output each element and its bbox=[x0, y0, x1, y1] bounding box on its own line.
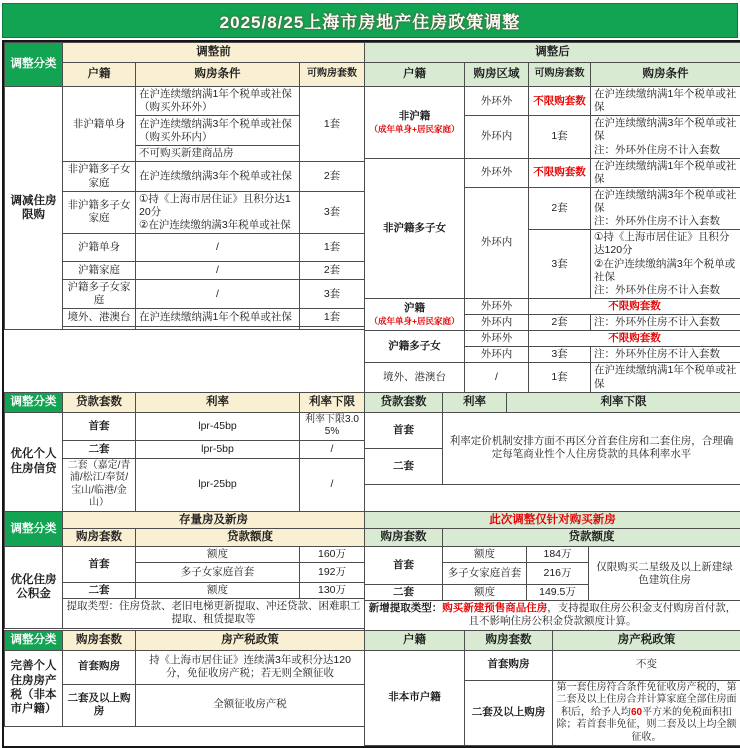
cell-hukou: 沪籍多子女 bbox=[365, 331, 465, 363]
col-header: 贷款额度 bbox=[443, 529, 740, 547]
cell-area: 外环外 bbox=[465, 158, 529, 187]
cell-area: 外环内 bbox=[465, 347, 529, 363]
cell-condition: 不可购买新建商品房 bbox=[136, 146, 300, 162]
cell-rate-policy: 利率定价机制安排方面不再区分首套住房和二套住房，合理确定每笔商业性个人住房贷款的具体利率水平 bbox=[443, 412, 740, 484]
category-header: 调整分类 bbox=[5, 511, 63, 546]
cell-units: 1套 bbox=[529, 116, 591, 158]
cell-units: 2套 bbox=[529, 315, 591, 331]
cell-loan-count: 首套 bbox=[63, 412, 136, 440]
cell-count: 首套 bbox=[365, 547, 443, 585]
cell-item: 多子女家庭首套 bbox=[136, 563, 300, 583]
cell-condition: 注：外环外住房不计入套数 bbox=[591, 315, 740, 331]
cell-amount: 130万 bbox=[300, 583, 365, 599]
cell-hukou bbox=[365, 298, 465, 330]
cell-policy: 持《上海市居住证》连续满3年或积分达120分，免征收房产税；若无则全额征收 bbox=[136, 650, 365, 684]
s4-before-table bbox=[4, 630, 365, 727]
col-header: 利率 bbox=[443, 392, 507, 412]
empty-cell bbox=[63, 327, 136, 330]
col-header: 购房套数 bbox=[63, 630, 136, 650]
cell-loan-count: 二套（嘉定/青浦/松江/奉贤/宝山/临港/金山） bbox=[63, 458, 136, 511]
section-property-tax bbox=[4, 630, 740, 747]
cell-loan-count: 二套 bbox=[63, 440, 136, 458]
cell-floor: / bbox=[300, 458, 365, 511]
col-header: 购房条件 bbox=[136, 63, 300, 87]
cell-hukou: 沪籍多子女家庭 bbox=[63, 280, 136, 309]
condition-line: 在沪连续缴纳满3年个税单或社保 bbox=[594, 189, 737, 215]
cell-floor: 利率下限3.05% bbox=[300, 412, 365, 440]
col-header: 购房套数 bbox=[465, 630, 553, 650]
cell-hukou: 非沪籍单身 bbox=[63, 87, 136, 162]
policy-table bbox=[2, 40, 740, 748]
col-header: 可购房套数 bbox=[300, 63, 365, 87]
cell-units: 不限购套数 bbox=[529, 298, 740, 314]
col-header: 购房条件 bbox=[591, 63, 740, 87]
section-credit bbox=[4, 392, 740, 512]
cell-area: 外环内 bbox=[465, 116, 529, 158]
col-header: 户籍 bbox=[365, 630, 465, 650]
cell-condition: / bbox=[136, 234, 300, 262]
s3-after-table bbox=[364, 511, 740, 631]
col-header: 可购房套数 bbox=[529, 63, 591, 87]
cell-hukou: 非沪籍多子女家庭 bbox=[63, 162, 136, 191]
cell-units: 1套 bbox=[300, 234, 365, 262]
cell-condition: 在沪连续缴纳满1年个税单或社保 bbox=[136, 309, 300, 327]
cell-condition bbox=[591, 230, 740, 299]
col-header: 利率 bbox=[136, 392, 300, 412]
col-header: 房产税政策 bbox=[136, 630, 365, 650]
cell-note: 提取类型：住房贷款、老旧电梯更新提取、冲还贷款、困难职工提取、租赁提取等 bbox=[63, 599, 365, 628]
col-header: 购房区域 bbox=[465, 63, 529, 87]
note-prefix: 新增提取类型： bbox=[369, 602, 443, 614]
cell-item: 多子女家庭首套 bbox=[443, 563, 527, 585]
cell-loan-count: 二套 bbox=[365, 448, 443, 484]
cell-count: 首套 bbox=[63, 547, 136, 583]
cell-count: 二套及以上购房 bbox=[63, 684, 136, 726]
cell-note: 仅限购买二星级及以上新建绿色建筑住房 bbox=[589, 547, 740, 601]
cell-count: 二套 bbox=[63, 583, 136, 599]
cell-condition: 在沪连续缴纳满1年个税单或社保 bbox=[591, 87, 740, 116]
condition-line: ①持《上海市居住证》且积分达120分 bbox=[139, 193, 296, 219]
cell-policy: 全额征收房产税 bbox=[136, 684, 365, 726]
s2-before-table bbox=[4, 392, 365, 512]
cell-count: 二套 bbox=[365, 585, 443, 601]
condition-line: 在沪连续缴纳满3年个税单或社保 bbox=[594, 117, 737, 143]
cell-units: 2套 bbox=[300, 162, 365, 191]
cell-condition: / bbox=[136, 280, 300, 309]
cell-hukou: 境外、港澳台 bbox=[365, 363, 465, 392]
col-header: 房产税政策 bbox=[553, 630, 740, 650]
cell-note bbox=[365, 601, 740, 630]
hukou-sub: （成年单身+居民家庭） bbox=[368, 316, 461, 327]
category-label: 完善个人住房房产税（非本市户籍） bbox=[5, 650, 63, 726]
cell-policy: 不变 bbox=[553, 650, 740, 680]
cell-rate: lpr-25bp bbox=[136, 458, 300, 511]
cell-hukou: 非沪籍多子女 bbox=[365, 158, 465, 298]
col-header: 贷款额度 bbox=[136, 529, 365, 547]
cell-policy bbox=[553, 680, 740, 746]
note-rest: ，支持提取住房公积金支付购房首付款，且不影响住房公积金贷款额度计算。 bbox=[469, 602, 737, 627]
cell-amount: 149.5万 bbox=[527, 585, 589, 601]
category-label: 调减住房限购 bbox=[5, 87, 63, 330]
cell-area: / bbox=[465, 363, 529, 392]
cell-hukou: 沪籍单身 bbox=[63, 234, 136, 262]
cell-area: 外环内 bbox=[465, 187, 529, 298]
s1-after-table bbox=[364, 42, 740, 393]
cell-units: 3套 bbox=[529, 230, 591, 299]
policy-highlight: 60 bbox=[631, 707, 642, 718]
cell-area: 外环外 bbox=[465, 298, 529, 314]
col-header: 利率下限 bbox=[507, 392, 740, 412]
page-title: 2025/8/25上海市房地产住房政策调整 bbox=[2, 3, 738, 38]
cell-units: 2套 bbox=[529, 187, 591, 229]
condition-line: 注：外环外住房不计入套数 bbox=[594, 215, 737, 228]
cell-item: 额度 bbox=[136, 547, 300, 563]
cell-units: 不限购套数 bbox=[529, 331, 740, 347]
condition-line: 注：外环外住房不计入套数 bbox=[594, 144, 737, 157]
hukou-main: 沪籍 bbox=[404, 302, 425, 314]
empty-cell bbox=[136, 327, 300, 330]
cell-loan-count: 首套 bbox=[365, 412, 443, 448]
cell-count: 二套及以上购房 bbox=[465, 680, 553, 746]
cell-floor: / bbox=[300, 440, 365, 458]
cell-hukou: 非沪籍多子女家庭 bbox=[63, 191, 136, 233]
category-label: 优化个人住房信贷 bbox=[5, 412, 63, 511]
cell-units: 1套 bbox=[300, 87, 365, 162]
note-highlight: 购买新建预售商品住房 bbox=[442, 602, 547, 614]
condition-line: ②在沪连续缴纳满3年个税单或社保 bbox=[594, 258, 737, 284]
cell-rate: lpr-5bp bbox=[136, 440, 300, 458]
hukou-sub: （成年单身+居民家庭） bbox=[368, 124, 461, 135]
cell-rate: lpr-45bp bbox=[136, 412, 300, 440]
cell-units: 1套 bbox=[529, 363, 591, 392]
cell-hukou: 非本市户籍 bbox=[365, 650, 465, 746]
cell-units: 3套 bbox=[300, 280, 365, 309]
cell-amount: 160万 bbox=[300, 547, 365, 563]
cell-item: 额度 bbox=[136, 583, 300, 599]
cell-condition: / bbox=[136, 262, 300, 280]
col-header: 贷款套数 bbox=[365, 392, 443, 412]
policy-text: 第一套住房符合条件免征收房产税的，第二套及以上住房合并计算家庭全部住房面积后，给予人均 bbox=[557, 682, 737, 718]
col-header: 利率下限 bbox=[300, 392, 365, 412]
category-header: 调整分类 bbox=[5, 43, 63, 87]
cell-units: 不限购套数 bbox=[529, 87, 591, 116]
s1-before-table bbox=[4, 42, 365, 330]
s2-after-table bbox=[364, 392, 740, 485]
cell-area: 外环外 bbox=[465, 87, 529, 116]
cell-units: 3套 bbox=[529, 347, 591, 363]
cell-count: 首套购房 bbox=[465, 650, 553, 680]
cell-condition: 在沪连续缴纳满1年个税单或社保 bbox=[591, 363, 740, 392]
category-header: 调整分类 bbox=[5, 630, 63, 650]
after-header: 调整后 bbox=[365, 43, 740, 63]
cell-condition bbox=[136, 191, 300, 233]
cell-condition: 在沪连续缴纳满3年个税单或社保（购买外环内） bbox=[136, 116, 300, 146]
category-header: 调整分类 bbox=[5, 392, 63, 412]
s3-before-table bbox=[4, 511, 365, 629]
policy-text: 平方米的免税面积扣除；若首套非免征，则二套及以上均全额征收。 bbox=[557, 707, 737, 743]
col-header: 户籍 bbox=[63, 63, 136, 87]
before-header: 调整前 bbox=[63, 43, 365, 63]
cell-item: 额度 bbox=[443, 547, 527, 563]
cell-units: 3套 bbox=[300, 191, 365, 233]
cell-hukou: 境外、港澳台 bbox=[63, 309, 136, 327]
cell-amount: 216万 bbox=[527, 563, 589, 585]
band-header: 此次调整仅针对购买新房 bbox=[365, 511, 740, 528]
cell-area: 外环内 bbox=[465, 315, 529, 331]
category-label: 优化住房公积金 bbox=[5, 547, 63, 629]
cell-condition bbox=[591, 116, 740, 158]
condition-line: ①持《上海市居住证》且积分达120分 bbox=[594, 231, 737, 257]
cell-units: 不限购套数 bbox=[529, 158, 591, 187]
col-header: 购房套数 bbox=[63, 529, 136, 547]
section-housing-fund bbox=[4, 511, 740, 631]
empty-cell bbox=[300, 327, 365, 330]
condition-line: ②在沪连续缴纳满3年税单或社保 bbox=[139, 219, 296, 232]
cell-amount: 192万 bbox=[300, 563, 365, 583]
col-header: 购房套数 bbox=[365, 529, 443, 547]
cell-units: 2套 bbox=[300, 262, 365, 280]
s4-after-table bbox=[364, 630, 740, 747]
cell-condition bbox=[591, 187, 740, 229]
cell-hukou: 沪籍家庭 bbox=[63, 262, 136, 280]
cell-units: 1套 bbox=[300, 309, 365, 327]
cell-item: 额度 bbox=[443, 585, 527, 601]
col-header: 贷款套数 bbox=[63, 392, 136, 412]
cell-amount: 184万 bbox=[527, 547, 589, 563]
hukou-main: 非沪籍 bbox=[399, 110, 431, 122]
col-header: 户籍 bbox=[365, 63, 465, 87]
condition-line: 注：外环外住房不计入套数 bbox=[594, 284, 737, 297]
cell-area: 外环外 bbox=[465, 331, 529, 347]
cell-condition: 在沪连续缴纳满1年个税单或社保 bbox=[591, 158, 740, 187]
section-purchase-limit bbox=[4, 42, 740, 393]
cell-condition: 在沪连续缴纳满1年个税单或社保（购买外环外） bbox=[136, 87, 300, 116]
cell-hukou bbox=[365, 87, 465, 159]
cell-count: 首套购房 bbox=[63, 650, 136, 684]
cell-condition: 在沪连续缴纳满3年个税单或社保 bbox=[136, 162, 300, 191]
band-header: 存量房及新房 bbox=[63, 511, 365, 528]
cell-condition: 注：外环外住房不计入套数 bbox=[591, 347, 740, 363]
